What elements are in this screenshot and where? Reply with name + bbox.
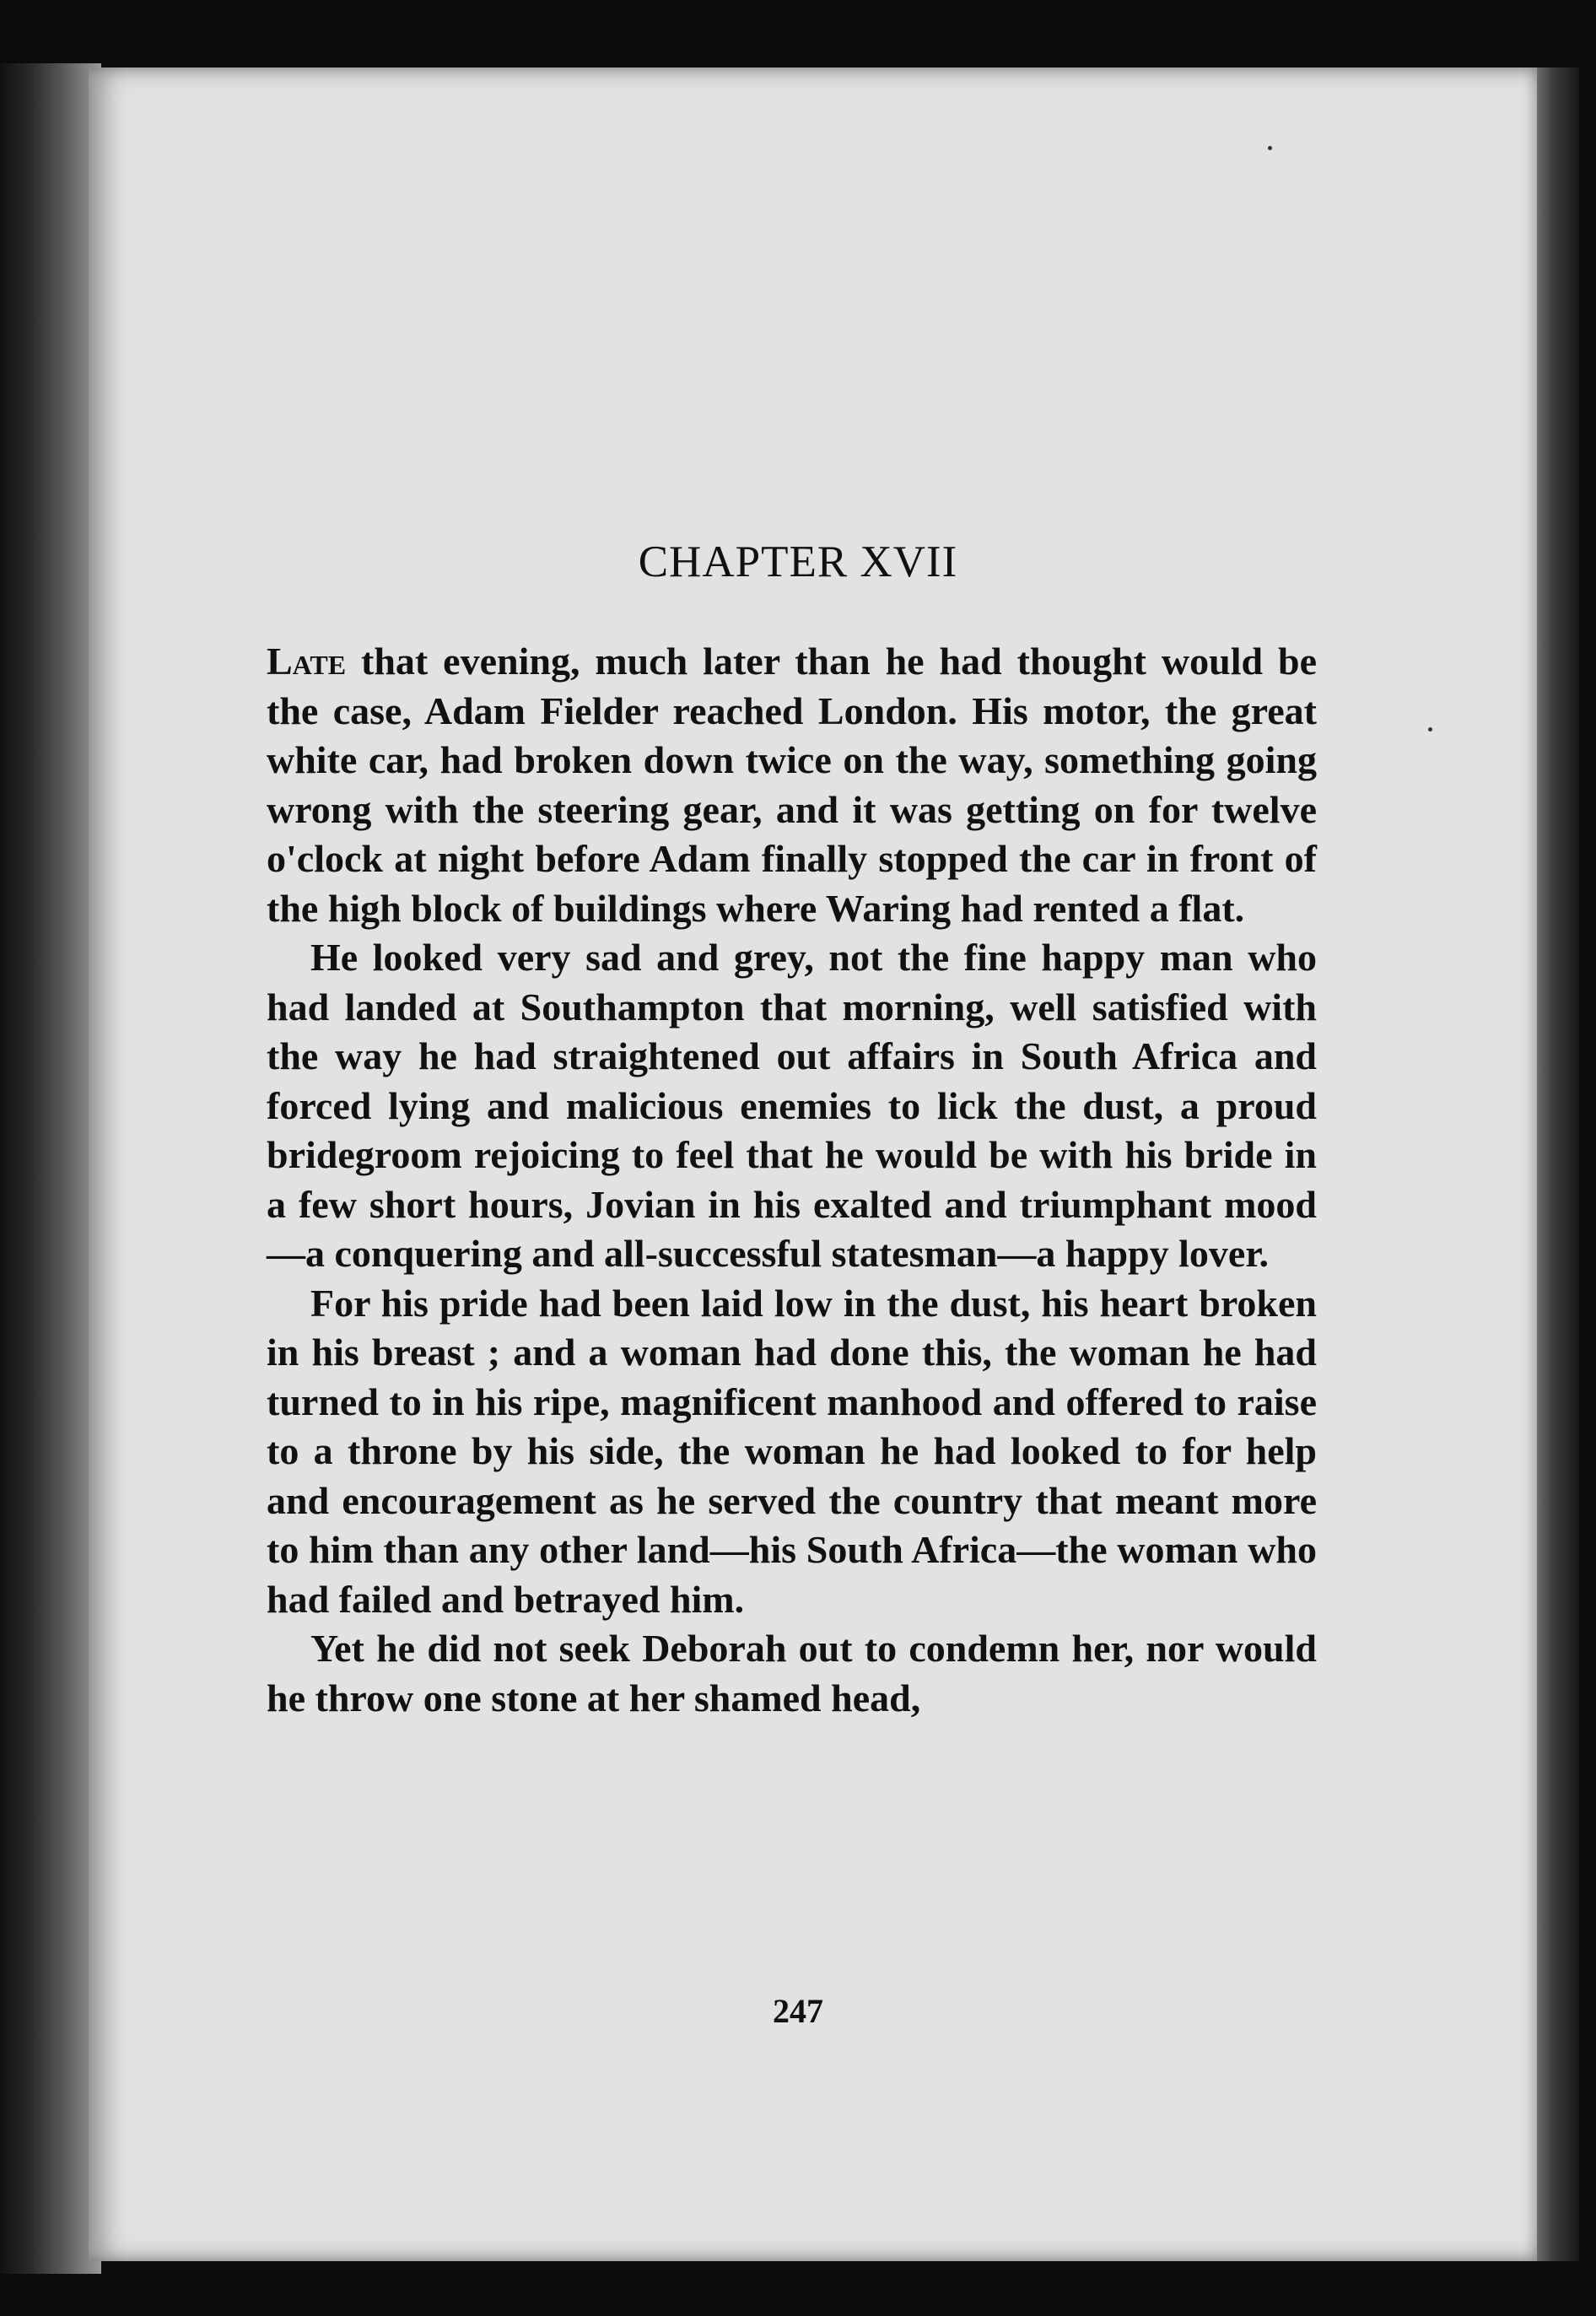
paragraph-text: that evening, much later than he had thought would be the case, Adam Fielder reached London. His motor, the great white car, had broken down twice on the way, something going wrong with the steering gear, and it was getting on for twelve o'clock at night before Adam finally stopped the car in front of the high block of buildings where Waring had rented a flat.	[267, 640, 1317, 930]
paragraph-3: For his pride had been laid low in the dust, his heart broken in his breast ; and a woman had done this, the woman he had turned to in his ripe, magnificent manhood and offered to raise to a throne by his side, the woman he had looked to for help and encouragement as he served the country that meant more to him than any other land—his South Africa—the woman who had failed and betrayed him.	[267, 1281, 1317, 1621]
paper-speck	[1428, 727, 1432, 732]
paragraph-2: He looked very sad and grey, not the fine happy man who had landed at Southampton that morning, well satisfied with the way he had straightened out affairs in South Africa and forced lying and malicious enemies to lick the dust, a proud bridegroom rejoicing to feel that he would be with his bride in a few short hours, Jovian in his exalted and triumphant mood—a conquering and all-successful statesman—a happy lover.	[267, 936, 1317, 1275]
body-text	[267, 637, 1317, 1723]
paper-speck	[1268, 146, 1272, 150]
lead-word: Late	[267, 640, 347, 683]
chapter-title: CHAPTER XVII	[638, 537, 958, 586]
page-gutter-shadow	[0, 63, 101, 2274]
page-number: 247	[773, 1992, 823, 2030]
paragraph-4: Yet he did not seek Deborah out to condemn her, nor would he throw one stone at her shamed head,	[267, 1627, 1317, 1719]
page-edge	[1537, 67, 1579, 2261]
paragraph-1	[267, 637, 1317, 933]
